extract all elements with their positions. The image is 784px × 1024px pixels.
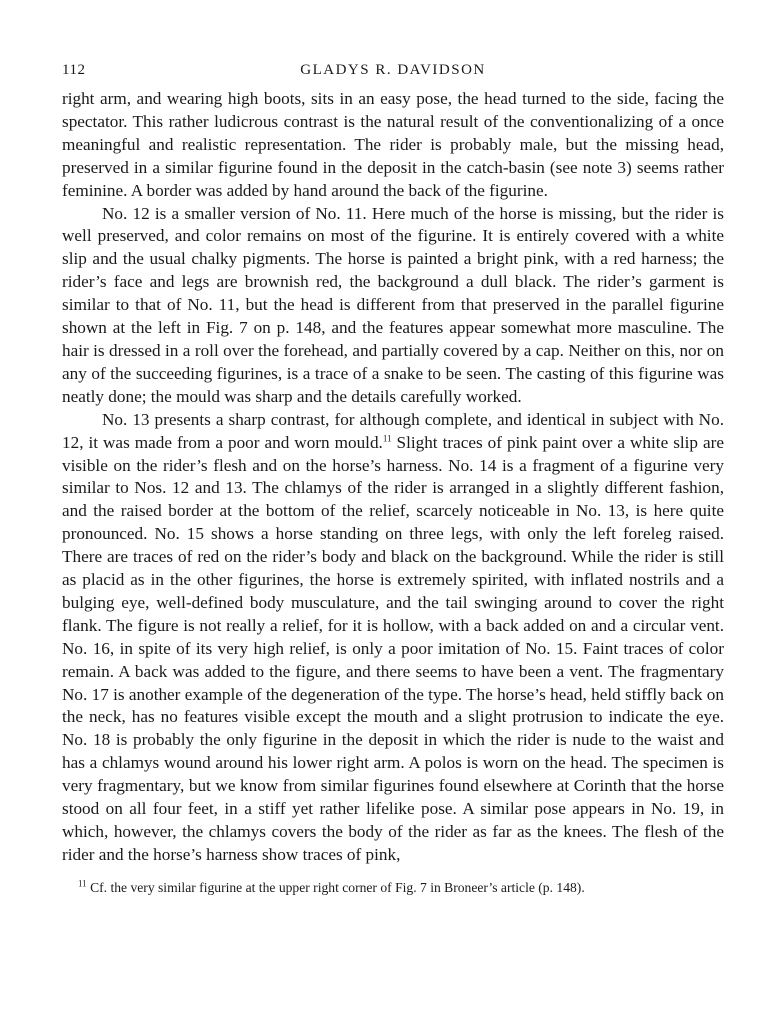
paragraph xyxy=(62,409,724,867)
page xyxy=(62,58,724,897)
footnote xyxy=(62,879,724,897)
running-head xyxy=(62,58,724,88)
running-title: GLADYS R. DAVIDSON xyxy=(300,62,486,78)
paragraph: right arm, and wearing high boots, sits in an easy pose, the head turned to the side, facing the spectator. This rather ludicrous contrast is the natural result of the conventionalizing of a once meaningful and realistic representation. The rider is probably male, but the missing head, preserved in a similar figurine found in the deposit in the catch-basin (see note 3) seems rather feminine. A border was added by hand around the back of the figurine. xyxy=(62,89,724,200)
page-number: 112 xyxy=(62,62,86,78)
footnote-number: 11 xyxy=(78,878,87,889)
paragraph: No. 12 is a smaller version of No. 11. Here much of the horse is missing, but the rider is well preserved, and color remains on most of the figurine. It is entirely covered with a white slip and the usual chalky pigments. The horse is painted a bright pink, with a red harness; the rider’s face and legs are brownish red, the background a dull black. The rider’s garment is similar to that of No. 11, but the head is different from that preserved in the parallel figurine shown at the left in Fig. 7 on p. 148, and the features appear somewhat more masculine. The hair is dressed in a roll over the forehead, and partially covered by a cap. Neither on this, nor on any of the succeeding figurines, is a trace of a snake to be seen. The casting of this figurine was neatly done; the mould was sharp and the details carefully worked. xyxy=(62,203,724,406)
footnote-text: Cf. the very similar figurine at the upper right corner of Fig. 7 in Broneer’s article (p. 148). xyxy=(86,879,585,895)
paragraph-text: No. 13 presents a sharp contrast, for although complete, and identical in subject with No. 12, it was made from a poor and worn mould. xyxy=(62,409,724,452)
footnote-reference: 11 xyxy=(382,432,392,443)
paragraph-text: Slight traces of pink paint over a white slip are visible on the rider’s flesh and on the horse’s harness. No. 14 is a fragment of a figurine very similar to Nos. 12 and 13. The chlamys of the rider is arranged in a slightly different fashion, and the raised border at the bottom of the relief, scarcely noticeable in No. 13, is here quite pronounced. No. 15 shows a horse standing on three legs, with only the left foreleg raised. There are traces of red on the rider’s body and black on the background. While the rider is still as placid as in the other figurines, the horse is extremely spirited, with inflated nostrils and a bulging eye, well-defined body musculature, and the tail swinging around to cover the right flank. The figure is not really a relief, for it is hollow, with a back added on and a circular vent. No. 16, in spite of its very high relief, is only a poor imitation of No. 15. Faint traces of color remain. A back was added to the figure, and there seems to have been a vent. The fragmentary No. 17 is another example of the degeneration of the type. The horse’s head, held stiffly back on the neck, has no features visible except the mouth and a slight protrusion to indicate the eye. No. 18 is probably the only figurine in the deposit in which the rider is nude to the waist and has a chlamys wound around his lower right arm. A polos is worn on the head. The specimen is very fragmentary, but we know from similar figurines found elsewhere at Corinth that the horse stood on all four feet, in a stiff yet rather lifelike pose. A similar pose appears in No. 19, in which, however, the chlamys covers the body of the rider as far as the knees. The flesh of the rider and the horse’s harness show traces of pink, xyxy=(62,432,725,864)
body-text xyxy=(62,88,724,867)
